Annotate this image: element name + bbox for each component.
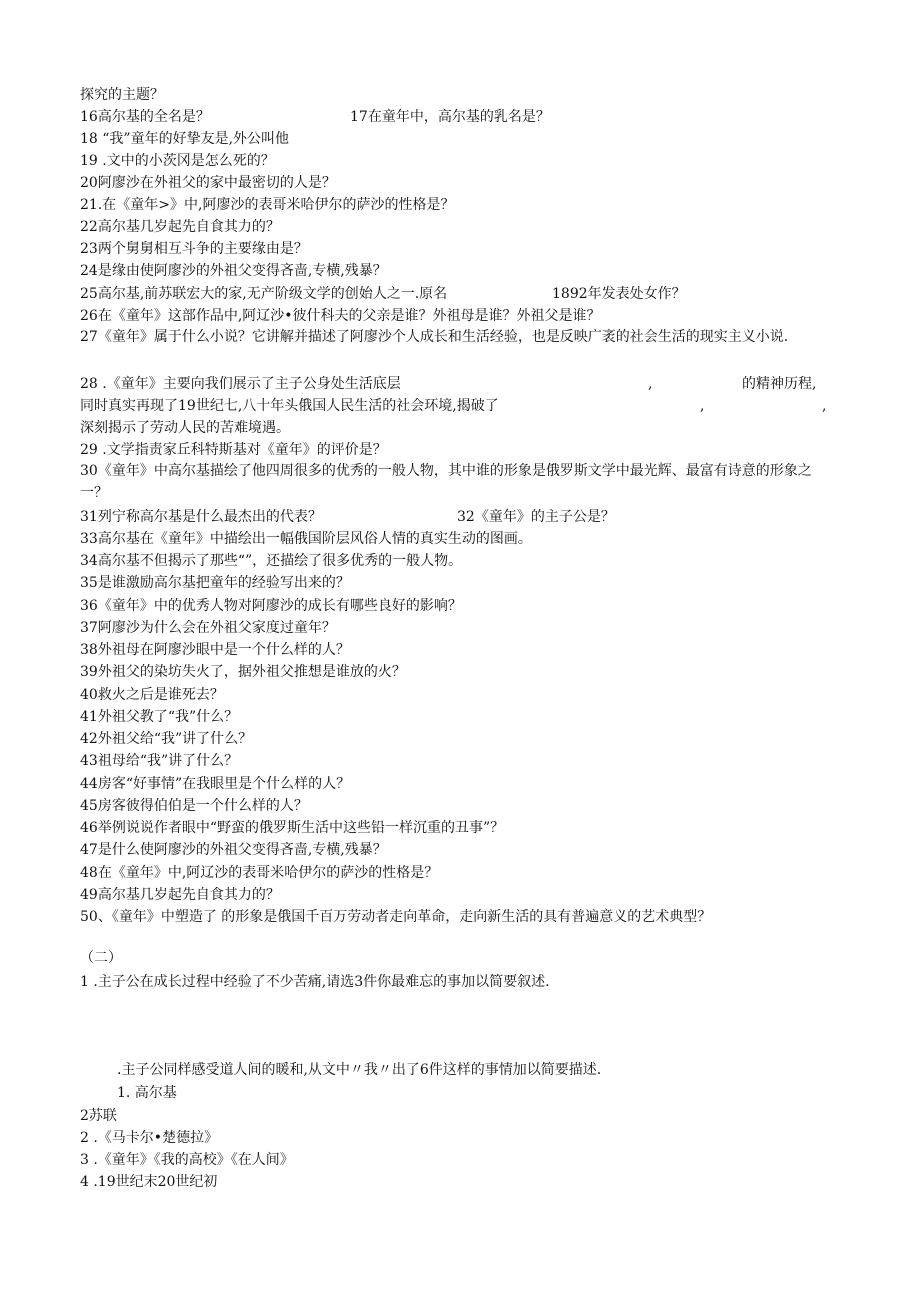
question-17: 17在童年中，高尔基的乳名是？: [350, 109, 550, 125]
question-41: 41外祖父教了“我”什么？: [80, 709, 239, 725]
question-35: 35是谁激励高尔基把童年的经验写出来的？: [80, 575, 350, 591]
answer-1: 1. 高尔基: [117, 1085, 177, 1101]
answer-4: 3 .《童年》《我的高校》《在人间》: [80, 1152, 294, 1168]
answer-3: 2 .《马卡尔•楚德拉》: [80, 1130, 219, 1146]
question-20: 20阿廖沙在外祖父的家中最密切的人是？: [80, 175, 336, 191]
prompt-1: 1 .主子公在成长过程中经验了不少苦痛,请选3件你最难忘的事加以简要叙述.: [80, 974, 550, 990]
answer-5: 4 .19世纪末20世纪初: [80, 1174, 218, 1190]
question-24: 24是缘由使阿廖沙的外祖父变得吝啬,专横,残暴？: [80, 263, 387, 279]
question-31-32-row: [80, 508, 615, 526]
question-42: 42外祖父给“我”讲了什么？: [80, 731, 253, 747]
question-32: 32《童年》的主子公是？: [457, 509, 615, 525]
question-34: 34高尔基不但揭示了那些“”，还描绘了很多优秀的一般人物。: [80, 553, 463, 569]
blank-comma: ,: [700, 398, 705, 414]
question-28-tail: 的精神历程,: [742, 376, 817, 392]
question-40: 40救火之后是谁死去？: [80, 687, 224, 703]
question-27: 27《童年》属于什么小说？它讲解并描述了阿廖沙个人成长和生活经验，也是反映广袤的社会生活的现实主义小说.: [80, 329, 789, 345]
question-28-line2: [80, 397, 827, 415]
question-33: 33高尔基在《童年》中描绘出一幅俄国阶层风俗人情的真实生动的图画。: [80, 531, 532, 547]
question-18: 18 “我”童年的好挚友是,外公叫他: [80, 131, 290, 147]
question-43: 43祖母给“我”讲了什么？: [80, 753, 239, 769]
blank-comma: ,: [648, 376, 653, 392]
question-21: 21.在《童年>》中,阿廖沙的表哥米哈伊尔的萨沙的性格是？: [80, 197, 455, 213]
question-45: 45房客彼得伯伯是一个什么样的人？: [80, 798, 308, 814]
answer-2: 2苏联: [80, 1108, 117, 1124]
question-37: 37阿廖沙为什么会在外祖父家度过童年？: [80, 620, 336, 636]
section-heading: （二）: [80, 950, 122, 966]
prompt-2: .主子公同样感受道人间的暖和,从文中〃我〃出了6件这样的事情加以简要描述.: [117, 1062, 602, 1078]
question-44: 44房客“好事情”在我眼里是个什么样的人？: [80, 776, 351, 792]
question-29: 29 .文学指责家丘科特斯基对《童年》的评价是？: [80, 442, 387, 458]
question-28-line1: [80, 375, 817, 393]
question-16-17-row: [80, 108, 550, 126]
question-48: 48在《童年》中,阿辽沙的表哥米哈伊尔的萨沙的性格是？: [80, 865, 439, 881]
question-28: 28 .《童年》主要向我们展示了主子公身处生活底层: [80, 376, 401, 392]
question-47: 47是什么使阿廖沙的外祖父变得吝啬,专横,残暴？: [80, 842, 387, 858]
question-38: 38外祖母在阿廖沙眼中是一个什么样的人？: [80, 642, 350, 658]
question-26: 26在《童年》这部作品中,阿辽沙•彼什科夫的父亲是谁？外祖母是谁？外祖父是谁？: [80, 308, 601, 324]
blank-comma: ,: [822, 398, 827, 414]
question-30: 30《童年》中高尔基描绘了他四周很多的优秀的一般人物，其中谁的形象是俄罗斯文学中最光辉、最富有诗意的形象之一？: [80, 463, 812, 501]
question-46: 46举例说说作者眼中“野蛮的俄罗斯生活中这些铅一样沉重的丑事”？: [80, 820, 505, 836]
question-22: 22高尔基几岁起先自食其力的？: [80, 219, 280, 235]
question-50: 50、《童年》中塑造了 的形象是俄国千百万劳动者走向革命，走向新生活的具有普遍意义的艺术典型？: [80, 909, 712, 925]
text-line: 探究的主题？: [80, 87, 164, 103]
question-25-tail: 1892年发表处女作？: [552, 286, 686, 302]
question-39: 39外祖父的染坊失火了，据外祖父推想是谁放的火？: [80, 664, 406, 680]
question-28-line3: 深刻揭示了劳动人民的苦难境遇。: [80, 420, 290, 436]
question-25: 25高尔基,前苏联宏大的家,无产阶级文学的创始人之一.原名: [80, 286, 448, 302]
question-25-row: [80, 285, 686, 303]
question-16: 16高尔基的全名是？: [80, 109, 210, 125]
question-31: 31列宁称高尔基是什么最杰出的代表？: [80, 509, 322, 525]
question-23: 23两个舅舅相互斗争的主要缘由是？: [80, 241, 308, 257]
question-28-cont: 同时真实再现了19世纪七,八十年头俄国人民生活的社会环境,揭破了: [80, 398, 499, 414]
question-49: 49高尔基几岁起先自食其力的？: [80, 887, 280, 903]
question-36: 36《童年》中的优秀人物对阿廖沙的成长有哪些良好的影响？: [80, 598, 462, 614]
question-19: 19 .文中的小茨冈是怎么死的？: [80, 153, 275, 169]
